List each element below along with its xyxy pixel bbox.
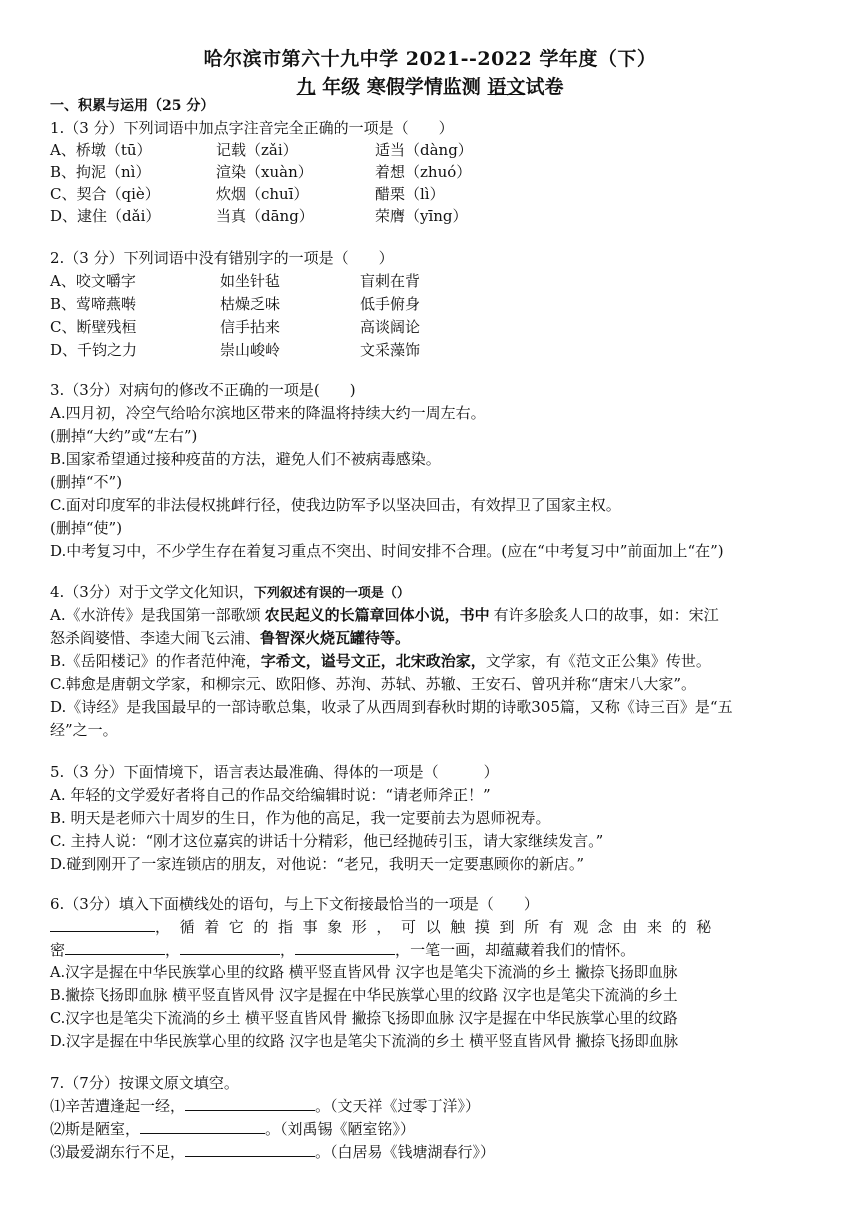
q6-passage-text: 密 [50,941,66,959]
q4-stem-bold: 下列叙述有误的一项是（） [253,586,410,601]
q6-option: C.汉字也是笔尖下流淌的乡土 横平竖直皆风骨 撇捺飞扬即血脉 汉字是握在中华民族掌心里的纹路 [50,1010,678,1027]
q2-option: 信手拈来 [220,318,281,336]
q3-stem: 3.（3分）对病句的修改不正确的一项是( ) [50,381,356,399]
q2-option: 如坐针毡 [220,272,281,290]
q4-text: A.《水浒传》是我国第一部歌颂 [50,606,261,624]
q3-line: (删掉“不”) [50,473,123,491]
q1-option: D、逮住（dǎi） [50,207,161,225]
q4-option-b [50,651,711,671]
q7-answer-blank[interactable] [185,1096,315,1111]
q5-option: B. 明天是老师六十周岁的生日，作为他的高足，我一定要前去为恩师祝寿。 [50,809,551,827]
q4-option-c: C.韩愈是唐朝文学家，和柳宗元、欧阳修、苏洵、苏轼、苏辙、王安石、曾巩并称“唐宋八大家”。 [50,675,697,693]
q4-text-bold: 字希文，谥号文正，北宋政治家， [260,652,486,670]
q2-stem: 2.（3 分）下列词语中没有错别字的一项是（ ） [50,249,394,267]
q5-stem: 5.（3 分）下面情境下，语言表达最准确、得体的一项是（ ） [50,763,499,781]
q7-answer-blank[interactable] [185,1142,315,1157]
q4-text: 有许多脍炙人口的故事，如：宋江 [493,606,719,624]
q1-option: 渲染（xuàn） [216,163,313,181]
q6-passage [50,917,721,937]
q1-option: 当真（dāng） [216,207,314,225]
q6-blank[interactable] [50,917,155,932]
q4-text: 文学家，有《范文正公集》传世。 [485,652,711,670]
section-heading: 一、积累与运用（25 分） [50,98,215,114]
q5-option: C. 主持人说：“刚才这位嘉宾的讲话十分精彩，他已经抛砖引玉，请大家继续发言。” [50,832,604,850]
q2-option: 低手俯身 [360,295,421,313]
q2-option: 文采藻饰 [360,341,421,359]
q1-option: 适当（dàng） [375,141,473,159]
q7-prefix: ⑴辛苦遭逢起一经， [50,1097,186,1115]
q4-stem [50,582,410,604]
q3-line: C.面对印度军的非法侵权挑衅行径，使我边防军予以坚决回击，有效捍卫了国家主权。 [50,496,621,514]
q4-option-d: D.《诗经》是我国最早的一部诗歌总集，收录了从西周到春秋时期的诗歌305篇，又称《诗三百》是“五 [50,698,733,716]
q1-stem: 1.（3 分）下列词语中加点字注音完全正确的一项是（ ） [50,119,454,137]
q1-option: B、拘泥（nì） [50,163,151,181]
exam-title: 哈尔滨市第六十九中学 2021--2022 学年度（下） [203,48,657,70]
q3-line: B.国家希望通过接种疫苗的方法，避免人们不被病毒感染。 [50,450,441,468]
q3-line: D.中考复习中，不少学生存在着复习重点不突出、时间安排不合理。(应在“中考复习中”前面加上“在”) [50,542,724,560]
q2-option: 枯燥乏味 [220,295,281,313]
q6-stem: 6.（3分）填入下面横线处的语句，与上下文衔接最恰当的一项是（ ） [50,895,539,913]
q7-stem: 7.（7分）按课文原文填空。 [50,1074,239,1092]
q2-option: B、莺啼燕啭 [50,295,137,313]
q4-text: B.《岳阳楼记》的作者范仲淹， [50,652,261,670]
q4-text-bold: 鲁智深火烧瓦罐待等。 [260,629,411,647]
q6-option: B.撇捺飞扬即血脉 横平竖直皆风骨 汉字是握在中华民族掌心里的纹路 汉字也是笔尖下流淌的乡土 [50,987,678,1004]
q7-suffix: 。（刘禹锡《陋室铭》） [265,1120,416,1138]
q6-passage-text: ，循着它的指事象形，可以触摸到所有观念由来的秘 [155,918,721,936]
q1-option: A、桥墩（tū） [50,141,152,159]
q1-option: 炊烟（chuī） [216,185,309,203]
q1-option: C、契合（qiè） [50,185,160,203]
q6-blank[interactable] [65,940,165,955]
q1-option: 着想（zhuó） [375,163,472,181]
exam-subtitle [0,72,860,99]
q2-option: A、咬文嚼字 [50,272,136,290]
q7-item [50,1142,495,1162]
q2-option: 高谈阔论 [360,318,421,336]
q7-suffix: 。（白居易《钱塘湖春行》） [315,1143,496,1161]
q2-option: 盲刺在背 [360,272,421,290]
q4-stem-part: 4.（3分）对于文学文化知识， [50,583,254,601]
q5-option: D.碰到刚开了一家连锁店的朋友，对他说：“老兄，我明天一定要惠顾你的新店。” [50,855,585,873]
q5-option: A. 年轻的文学爱好者将自己的作品交给编辑时说：“请老师斧正！” [50,786,491,804]
q3-line: (删掉“使”) [50,519,123,537]
q4-text: 怒杀阎婆惜、李逵大闹飞云浦、 [50,629,261,647]
q7-item [50,1119,415,1139]
q7-prefix: ⑶最爱湖东行不足， [50,1143,186,1161]
q6-blank[interactable] [180,940,280,955]
q6-passage-cont: 密 ， ， ，一笔一画，却蕴藏着我们的情怀。 [50,941,636,959]
q2-option: D、千钧之力 [50,341,138,359]
grade-suffix: 年级 寒假学情监测 [315,76,488,98]
q7-answer-blank[interactable] [140,1119,265,1134]
q3-line: A.四月初，冷空气给哈尔滨地区带来的降温将持续大约一周左右。 [50,404,486,422]
q1-option: 记载（zǎi） [216,141,298,159]
subject-field: 语文 [487,76,526,98]
q3-line: (删掉“大约”或“左右”) [50,427,198,445]
q4-text-bold: 农民起义的长篇章回体小说，书中 [264,606,490,624]
q2-option: 崇山峻岭 [220,341,281,359]
q1-option: 荣膺（yīng） [375,207,468,225]
q4-option-a-cont [50,628,410,648]
q6-option: A.汉字是握在中华民族掌心里的纹路 横平竖直皆风骨 汉字也是笔尖下流淌的乡土 撇捺飞扬即血脉 [50,964,678,981]
q2-option: C、断壁残桓 [50,318,137,336]
q7-suffix: 。（文天祥《过零丁洋》） [315,1097,481,1115]
grade-field: 九 [296,76,316,98]
q6-passage-text: 一笔一画，却蕴藏着我们的情怀。 [410,941,636,959]
q7-prefix: ⑵斯是陋室， [50,1120,141,1138]
q1-option: 醋栗（lì） [375,185,445,203]
q6-blank[interactable] [295,940,395,955]
q4-option-a [50,605,719,625]
q4-option-d-cont: 经”之一。 [50,721,118,739]
title-tail: 试卷 [525,76,564,98]
q7-item [50,1096,480,1116]
q6-option: D.汉字是握在中华民族掌心里的纹路 汉字也是笔尖下流淌的乡土 横平竖直皆风骨 撇捺飞扬即血脉 [50,1033,679,1050]
